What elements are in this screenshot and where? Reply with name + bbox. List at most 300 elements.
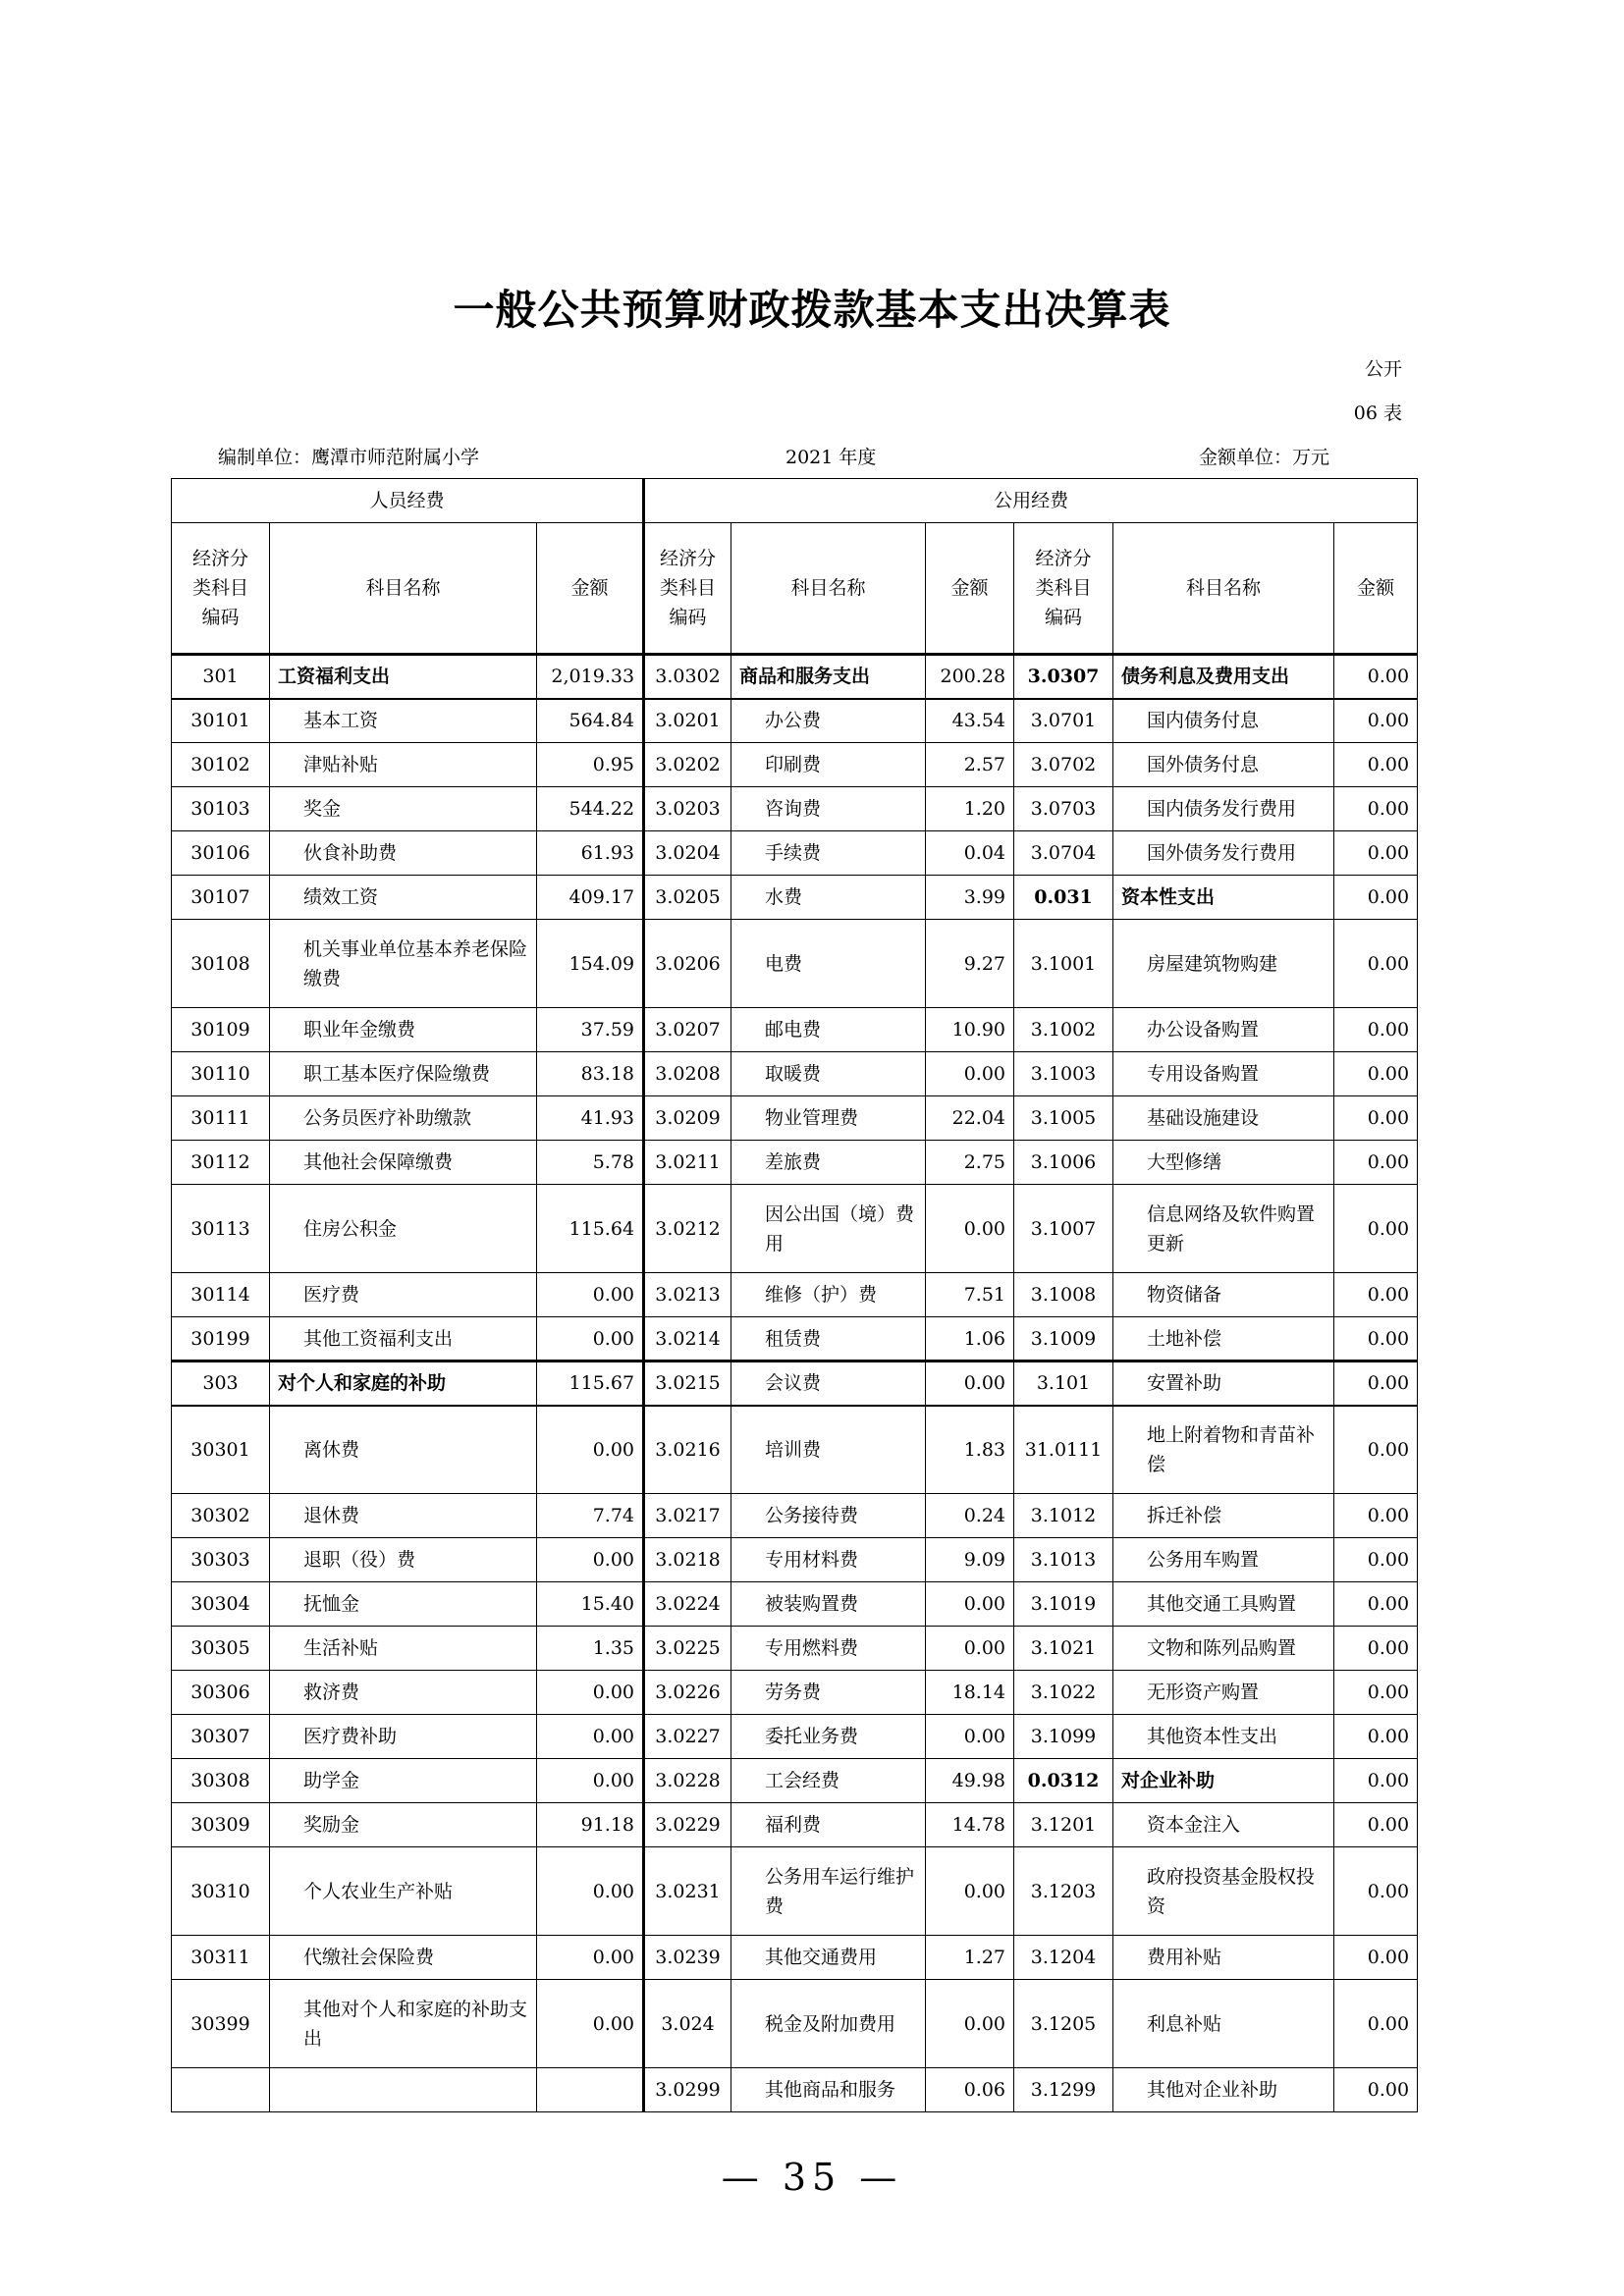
amount-cell: 0.00	[926, 1715, 1014, 1759]
amount-cell: 0.00	[1334, 743, 1418, 787]
name-cell: 奖励金	[270, 1803, 537, 1847]
table-row	[172, 920, 1418, 1008]
amount-cell: 409.17	[537, 876, 644, 920]
amount-cell: 0.00	[1334, 1406, 1418, 1494]
code-cell: 30114	[172, 1273, 270, 1317]
code-cell: 3.0307	[1014, 655, 1113, 699]
amount-cell: 0.00	[926, 1627, 1014, 1671]
amount-cell: 1.06	[926, 1317, 1014, 1362]
name-cell: 生活补贴	[270, 1627, 537, 1671]
column-header-amount: 金额	[1334, 523, 1418, 655]
code-cell: 3.0203	[644, 787, 731, 831]
amount-cell: 0.04	[926, 831, 1014, 876]
name-cell: 税金及附加费用	[731, 1980, 926, 2068]
table-row	[172, 1273, 1418, 1317]
amount-cell: 49.98	[926, 1759, 1014, 1803]
amount-cell: 0.95	[537, 743, 644, 787]
code-cell: 303	[172, 1362, 270, 1406]
amount-cell: 37.59	[537, 1008, 644, 1052]
code-cell: 3.1008	[1014, 1273, 1113, 1317]
name-cell: 政府投资基金股权投资	[1113, 1847, 1334, 1936]
amount-unit: 金额单位：万元	[1198, 447, 1329, 468]
name-cell: 房屋建筑物购建	[1113, 920, 1334, 1008]
table-row	[172, 1494, 1418, 1538]
code-cell: 3.0215	[644, 1362, 731, 1406]
code-cell: 3.1201	[1014, 1803, 1113, 1847]
table-row	[172, 1096, 1418, 1141]
amount-cell: 200.28	[926, 655, 1014, 699]
table-row	[172, 1141, 1418, 1185]
table-row	[172, 1582, 1418, 1627]
name-cell: 公务员医疗补助缴款	[270, 1096, 537, 1141]
code-cell: 3.101	[1014, 1362, 1113, 1406]
code-cell: 3.0702	[1014, 743, 1113, 787]
amount-cell: 7.74	[537, 1494, 644, 1538]
code-cell: 3.024	[644, 1980, 731, 2068]
name-cell: 基础设施建设	[1113, 1096, 1334, 1141]
code-cell: 3.1005	[1014, 1096, 1113, 1141]
amount-cell: 0.00	[1334, 1141, 1418, 1185]
code-cell: 30110	[172, 1052, 270, 1096]
amount-cell: 0.00	[1334, 1627, 1418, 1671]
code-cell: 3.0216	[644, 1406, 731, 1494]
code-cell: 3.0231	[644, 1847, 731, 1936]
column-header-amount: 金额	[537, 523, 644, 655]
name-cell: 邮电费	[731, 1008, 926, 1052]
name-cell: 工会经费	[731, 1759, 926, 1803]
column-header-name: 科目名称	[731, 523, 926, 655]
name-cell: 文物和陈列品购置	[1113, 1627, 1334, 1671]
amount-cell: 1.20	[926, 787, 1014, 831]
name-cell: 福利费	[731, 1803, 926, 1847]
amount-cell: 0.00	[537, 1980, 644, 2068]
name-cell: 专用燃料费	[731, 1627, 926, 1671]
name-cell: 其他对企业补助	[1113, 2068, 1334, 2112]
name-cell: 培训费	[731, 1406, 926, 1494]
code-cell: 3.0239	[644, 1936, 731, 1980]
name-cell: 退职（役）费	[270, 1538, 537, 1582]
section-header-public: 公用经费	[644, 479, 1418, 523]
amount-cell: 0.00	[537, 1671, 644, 1715]
amount-cell: 0.00	[1334, 1671, 1418, 1715]
code-cell: 3.0228	[644, 1759, 731, 1803]
code-cell: 30106	[172, 831, 270, 876]
code-cell: 3.1003	[1014, 1052, 1113, 1096]
name-cell: 医疗费补助	[270, 1715, 537, 1759]
name-cell: 奖金	[270, 787, 537, 831]
code-cell: 3.0217	[644, 1494, 731, 1538]
name-cell: 津贴补贴	[270, 743, 537, 787]
column-header-amount: 金额	[926, 523, 1014, 655]
name-cell: 伙食补助费	[270, 831, 537, 876]
name-cell: 办公费	[731, 699, 926, 743]
amount-cell: 14.78	[926, 1803, 1014, 1847]
code-cell: 3.0299	[644, 2068, 731, 2112]
amount-cell: 0.00	[1334, 1185, 1418, 1273]
amount-cell: 0.24	[926, 1494, 1014, 1538]
column-header-code: 经济分 类科目 编码	[172, 523, 270, 655]
code-cell: 30102	[172, 743, 270, 787]
code-cell: 3.0208	[644, 1052, 731, 1096]
amount-cell: 115.64	[537, 1185, 644, 1273]
name-cell: 国内债务付息	[1113, 699, 1334, 743]
amount-cell: 0.00	[537, 1936, 644, 1980]
code-cell: 3.0701	[1014, 699, 1113, 743]
table-row	[172, 699, 1418, 743]
code-cell: 3.0214	[644, 1317, 731, 1362]
name-cell: 对企业补助	[1113, 1759, 1334, 1803]
name-cell: 被装购置费	[731, 1582, 926, 1627]
name-cell: 其他商品和服务	[731, 2068, 926, 2112]
amount-cell: 0.00	[1334, 1538, 1418, 1582]
table-row	[172, 831, 1418, 876]
table-row	[172, 1936, 1418, 1980]
code-cell: 3.1007	[1014, 1185, 1113, 1273]
table-code: 06 表	[1353, 402, 1402, 424]
name-cell: 其他交通工具购置	[1113, 1582, 1334, 1627]
name-cell: 专用材料费	[731, 1538, 926, 1582]
name-cell: 专用设备购置	[1113, 1052, 1334, 1096]
code-cell: 3.1022	[1014, 1671, 1113, 1715]
amount-cell: 0.00	[1334, 1362, 1418, 1406]
amount-cell: 91.18	[537, 1803, 644, 1847]
name-cell: 委托业务费	[731, 1715, 926, 1759]
code-cell: 3.1019	[1014, 1582, 1113, 1627]
table-row	[172, 1759, 1418, 1803]
name-cell: 利息补贴	[1113, 1980, 1334, 2068]
code-cell: 30399	[172, 1980, 270, 2068]
name-cell: 其他资本性支出	[1113, 1715, 1334, 1759]
amount-cell: 0.00	[1334, 1936, 1418, 1980]
column-header-code: 经济分 类科目 编码	[644, 523, 731, 655]
amount-cell: 0.00	[1334, 1803, 1418, 1847]
code-cell: 31.0111	[1014, 1406, 1113, 1494]
page-number: — 35 —	[721, 2156, 903, 2199]
code-cell: 3.1001	[1014, 920, 1113, 1008]
name-cell: 抚恤金	[270, 1582, 537, 1627]
amount-cell: 18.14	[926, 1671, 1014, 1715]
name-cell: 医疗费	[270, 1273, 537, 1317]
code-cell: 3.0202	[644, 743, 731, 787]
name-cell: 离休费	[270, 1406, 537, 1494]
amount-cell: 3.99	[926, 876, 1014, 920]
code-cell: 3.0703	[1014, 787, 1113, 831]
amount-cell: 2.75	[926, 1141, 1014, 1185]
amount-cell: 0.00	[537, 1317, 644, 1362]
name-cell: 拆迁补偿	[1113, 1494, 1334, 1538]
table-row	[172, 2068, 1418, 2112]
amount-cell: 9.27	[926, 920, 1014, 1008]
name-cell: 物资储备	[1113, 1273, 1334, 1317]
name-cell: 劳务费	[731, 1671, 926, 1715]
code-cell: 3.0204	[644, 831, 731, 876]
code-cell: 3.0226	[644, 1671, 731, 1715]
document-title: 一般公共预算财政拨款基本支出决算表	[453, 286, 1171, 334]
name-cell: 职业年金缴费	[270, 1008, 537, 1052]
code-cell: 30305	[172, 1627, 270, 1671]
amount-cell: 154.09	[537, 920, 644, 1008]
amount-cell: 83.18	[537, 1052, 644, 1096]
name-cell: 印刷费	[731, 743, 926, 787]
amount-cell: 0.00	[1334, 1759, 1418, 1803]
code-cell: 30310	[172, 1847, 270, 1936]
code-cell: 30311	[172, 1936, 270, 1980]
amount-cell: 9.09	[926, 1538, 1014, 1582]
amount-cell: 61.93	[537, 831, 644, 876]
name-cell: 公务接待费	[731, 1494, 926, 1538]
amount-cell: 0.00	[1334, 1980, 1418, 2068]
amount-cell: 0.00	[1334, 920, 1418, 1008]
code-cell: 3.0213	[644, 1273, 731, 1317]
column-header-name: 科目名称	[1113, 523, 1334, 655]
code-cell: 3.1205	[1014, 1980, 1113, 2068]
name-cell: 其他交通费用	[731, 1936, 926, 1980]
code-cell: 30309	[172, 1803, 270, 1847]
name-cell: 大型修缮	[1113, 1141, 1334, 1185]
table-row	[172, 1008, 1418, 1052]
name-cell: 工资福利支出	[270, 655, 537, 699]
amount-cell: 0.00	[926, 1362, 1014, 1406]
table-row	[172, 1317, 1418, 1362]
amount-cell: 2,019.33	[537, 655, 644, 699]
name-cell: 差旅费	[731, 1141, 926, 1185]
amount-cell: 22.04	[926, 1096, 1014, 1141]
amount-cell: 0.00	[1334, 1582, 1418, 1627]
name-cell: 公务用车购置	[1113, 1538, 1334, 1582]
amount-cell: 0.00	[926, 1052, 1014, 1096]
amount-cell: 1.35	[537, 1627, 644, 1671]
code-cell: 3.0227	[644, 1715, 731, 1759]
table-row	[172, 1052, 1418, 1096]
name-cell: 国内债务发行费用	[1113, 787, 1334, 831]
code-cell	[172, 2068, 270, 2112]
name-cell: 其他对个人和家庭的补助支出	[270, 1980, 537, 2068]
name-cell: 水费	[731, 876, 926, 920]
code-cell: 30199	[172, 1317, 270, 1362]
amount-cell: 544.22	[537, 787, 644, 831]
name-cell: 职工基本医疗保险缴费	[270, 1052, 537, 1096]
name-cell: 对个人和家庭的补助	[270, 1362, 537, 1406]
name-cell: 土地补偿	[1113, 1317, 1334, 1362]
table-row	[172, 1627, 1418, 1671]
amount-cell: 0.00	[1334, 699, 1418, 743]
code-cell: 3.0212	[644, 1185, 731, 1273]
name-cell: 物业管理费	[731, 1096, 926, 1141]
amount-cell: 15.40	[537, 1582, 644, 1627]
name-cell: 地上附着物和青苗补偿	[1113, 1406, 1334, 1494]
name-cell: 助学金	[270, 1759, 537, 1803]
table-row	[172, 655, 1418, 699]
code-cell: 30307	[172, 1715, 270, 1759]
amount-cell: 0.00	[1334, 1317, 1418, 1362]
column-header-name: 科目名称	[270, 523, 537, 655]
column-header-row	[172, 523, 1418, 655]
code-cell: 3.1099	[1014, 1715, 1113, 1759]
code-cell: 0.0312	[1014, 1759, 1113, 1803]
code-cell: 30302	[172, 1494, 270, 1538]
amount-cell: 0.00	[537, 1715, 644, 1759]
name-cell: 绩效工资	[270, 876, 537, 920]
name-cell: 电费	[731, 920, 926, 1008]
code-cell: 30304	[172, 1582, 270, 1627]
amount-cell: 0.00	[537, 1847, 644, 1936]
name-cell: 国外债务付息	[1113, 743, 1334, 787]
name-cell: 费用补贴	[1113, 1936, 1334, 1980]
code-cell: 3.1299	[1014, 2068, 1113, 2112]
code-cell: 301	[172, 655, 270, 699]
column-header-code: 经济分 类科目 编码	[1014, 523, 1113, 655]
code-cell: 3.1013	[1014, 1538, 1113, 1582]
amount-cell: 0.00	[1334, 787, 1418, 831]
amount-cell: 115.67	[537, 1362, 644, 1406]
amount-cell: 0.00	[1334, 1052, 1418, 1096]
code-cell: 30306	[172, 1671, 270, 1715]
code-cell: 30107	[172, 876, 270, 920]
name-cell: 信息网络及软件购置更新	[1113, 1185, 1334, 1273]
table-row	[172, 1803, 1418, 1847]
name-cell: 代缴社会保险费	[270, 1936, 537, 1980]
code-cell: 3.1021	[1014, 1627, 1113, 1671]
name-cell: 救济费	[270, 1671, 537, 1715]
code-cell: 30109	[172, 1008, 270, 1052]
amount-cell: 0.00	[1334, 1715, 1418, 1759]
amount-cell: 0.00	[1334, 1494, 1418, 1538]
code-cell: 3.0205	[644, 876, 731, 920]
budget-table	[171, 478, 1418, 2112]
amount-cell: 0.00	[1334, 1273, 1418, 1317]
code-cell: 3.1009	[1014, 1317, 1113, 1362]
amount-cell	[537, 2068, 644, 2112]
code-cell: 30103	[172, 787, 270, 831]
name-cell: 维修（护）费	[731, 1273, 926, 1317]
amount-cell: 7.51	[926, 1273, 1014, 1317]
table-row	[172, 1847, 1418, 1936]
name-cell: 住房公积金	[270, 1185, 537, 1273]
code-cell: 3.1006	[1014, 1141, 1113, 1185]
code-cell: 3.0302	[644, 655, 731, 699]
amount-cell: 0.00	[1334, 1096, 1418, 1141]
table-row	[172, 1538, 1418, 1582]
table-row	[172, 876, 1418, 920]
code-cell: 3.0229	[644, 1803, 731, 1847]
code-cell: 3.1204	[1014, 1936, 1113, 1980]
table-row	[172, 1406, 1418, 1494]
name-cell: 其他工资福利支出	[270, 1317, 537, 1362]
code-cell: 3.0211	[644, 1141, 731, 1185]
code-cell: 3.1012	[1014, 1494, 1113, 1538]
name-cell: 其他社会保障缴费	[270, 1141, 537, 1185]
amount-cell: 0.00	[537, 1759, 644, 1803]
code-cell: 3.0704	[1014, 831, 1113, 876]
amount-cell: 41.93	[537, 1096, 644, 1141]
code-cell: 3.0207	[644, 1008, 731, 1052]
table-row	[172, 1185, 1418, 1273]
name-cell	[270, 2068, 537, 2112]
amount-cell: 0.00	[926, 1847, 1014, 1936]
code-cell: 3.0206	[644, 920, 731, 1008]
amount-cell: 1.83	[926, 1406, 1014, 1494]
amount-cell: 2.57	[926, 743, 1014, 787]
name-cell: 租赁费	[731, 1317, 926, 1362]
name-cell: 退休费	[270, 1494, 537, 1538]
name-cell: 会议费	[731, 1362, 926, 1406]
fiscal-year: 2021 年度	[785, 447, 877, 468]
code-cell: 0.031	[1014, 876, 1113, 920]
name-cell: 咨询费	[731, 787, 926, 831]
amount-cell: 0.00	[1334, 2068, 1418, 2112]
name-cell: 手续费	[731, 831, 926, 876]
name-cell: 债务利息及费用支出	[1113, 655, 1334, 699]
code-cell: 30108	[172, 920, 270, 1008]
code-cell: 3.1203	[1014, 1847, 1113, 1936]
name-cell: 安置补助	[1113, 1362, 1334, 1406]
name-cell: 办公设备购置	[1113, 1008, 1334, 1052]
code-cell: 30111	[172, 1096, 270, 1141]
name-cell: 因公出国（境）费用	[731, 1185, 926, 1273]
name-cell: 公务用车运行维护费	[731, 1847, 926, 1936]
amount-cell: 0.00	[1334, 1008, 1418, 1052]
amount-cell: 0.00	[537, 1406, 644, 1494]
table-row	[172, 1980, 1418, 2068]
name-cell: 商品和服务支出	[731, 655, 926, 699]
amount-cell: 0.00	[926, 1582, 1014, 1627]
amount-cell: 0.00	[1334, 1847, 1418, 1936]
code-cell: 3.0218	[644, 1538, 731, 1582]
code-cell: 30112	[172, 1141, 270, 1185]
amount-cell: 5.78	[537, 1141, 644, 1185]
amount-cell: 0.00	[537, 1273, 644, 1317]
table-row	[172, 1671, 1418, 1715]
name-cell: 国外债务发行费用	[1113, 831, 1334, 876]
amount-cell: 43.54	[926, 699, 1014, 743]
amount-cell: 0.00	[1334, 876, 1418, 920]
table-row	[172, 787, 1418, 831]
amount-cell: 10.90	[926, 1008, 1014, 1052]
code-cell: 3.0201	[644, 699, 731, 743]
amount-cell: 0.00	[1334, 831, 1418, 876]
code-cell: 30101	[172, 699, 270, 743]
amount-cell: 0.00	[537, 1538, 644, 1582]
code-cell: 30303	[172, 1538, 270, 1582]
amount-cell: 0.00	[926, 1185, 1014, 1273]
code-cell: 30113	[172, 1185, 270, 1273]
compiling-unit: 编制单位：鹰潭市师范附属小学	[218, 447, 480, 468]
name-cell: 无形资产购置	[1113, 1671, 1334, 1715]
name-cell: 资本金注入	[1113, 1803, 1334, 1847]
amount-cell: 0.00	[926, 1980, 1014, 2068]
name-cell: 个人农业生产补贴	[270, 1847, 537, 1936]
table-row	[172, 1362, 1418, 1406]
code-cell: 3.1002	[1014, 1008, 1113, 1052]
name-cell: 取暖费	[731, 1052, 926, 1096]
amount-cell: 0.00	[1334, 655, 1418, 699]
table-row	[172, 743, 1418, 787]
name-cell: 资本性支出	[1113, 876, 1334, 920]
code-cell: 30308	[172, 1759, 270, 1803]
section-header-personnel: 人员经费	[172, 479, 644, 523]
name-cell: 机关事业单位基本养老保险缴费	[270, 920, 537, 1008]
amount-cell: 564.84	[537, 699, 644, 743]
amount-cell: 0.06	[926, 2068, 1014, 2112]
amount-cell: 1.27	[926, 1936, 1014, 1980]
code-cell: 30301	[172, 1406, 270, 1494]
disclosure-label: 公开	[1364, 358, 1402, 380]
table-row	[172, 1715, 1418, 1759]
name-cell: 基本工资	[270, 699, 537, 743]
code-cell: 3.0224	[644, 1582, 731, 1627]
code-cell: 3.0225	[644, 1627, 731, 1671]
code-cell: 3.0209	[644, 1096, 731, 1141]
